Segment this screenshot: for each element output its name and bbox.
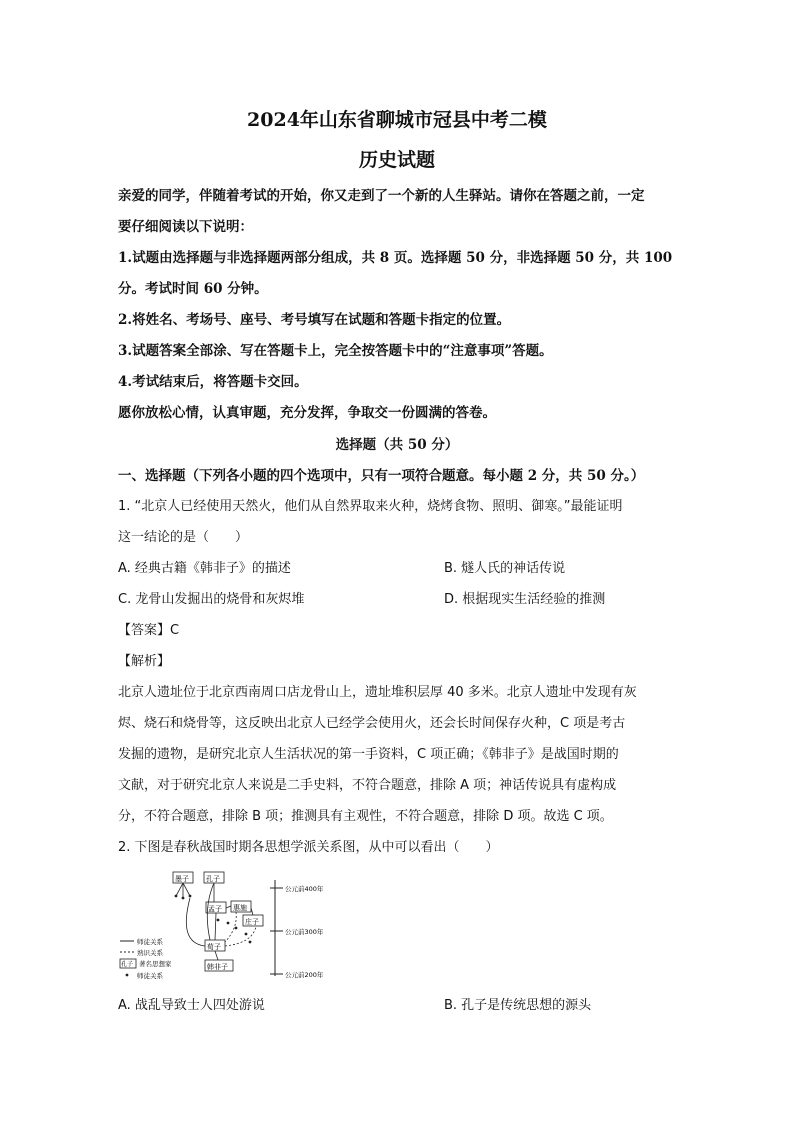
q1-analysis-1: 北京人遗址位于北京西南周口店龙骨山上，遗址堆积层厚 40 多米。北京人遗址中发现有灰 (118, 685, 637, 700)
q1-analysis-5: 分，不符合题意，排除 B 项；推测具有主观性，不符合题意，排除 D 项。故选 C 项。 (118, 809, 613, 824)
q1-analysis-label: 【解析】 (118, 654, 171, 669)
legend-thinker-sample: 孔子 (121, 961, 134, 968)
thinker-huishi: 惠施 (233, 904, 247, 912)
rule-1a: 1.试题由选择题与非选择题两部分组成，共 8 页。选择题 50 分，非选择题 50 分，共 100 (118, 250, 673, 266)
intro-line-1: 亲爱的同学，伴随着考试的开始，你又走到了一个新的人生驿站。请你在答题之前，一定 (118, 188, 645, 204)
thinker-mozi: 墨子 (175, 875, 189, 883)
q2-option-a: A. 战乱导致士人四处游说 (118, 998, 265, 1013)
timeline-label-300: 公元前300年 (285, 928, 324, 936)
q1-option-a: A. 经典古籍《韩非子》的描述 (118, 561, 291, 576)
thinker-xunzi: 荀子 (207, 943, 221, 951)
thinker-hanfeizi: 韩非子 (207, 963, 228, 971)
q2-stem: 2. 下图是春秋战国时期各思想学派关系图，从中可以看出（ ） (118, 840, 499, 855)
q1-option-c: C. 龙骨山发掘出的烧骨和灰烬堆 (118, 592, 305, 607)
closing-wish: 愿你放松心情，认真审题，充分发挥，争取交一份圆满的答卷。 (118, 405, 496, 421)
thinker-mengzi: 孟子 (208, 905, 222, 913)
timeline-label-400: 公元前400年 (285, 885, 324, 893)
section-heading: 选择题（共 50 分） (335, 437, 459, 453)
q2-option-b: B. 孔子是传统思想的源头 (444, 998, 592, 1013)
intro-line-2: 要仔细阅读以下说明： (118, 219, 253, 235)
q1-analysis-3: 发掘的遗物，是研究北京人生活状况的第一手资料，C 项正确；《韩非子》是战国时期的 (118, 747, 619, 762)
diagram-legend (120, 937, 172, 980)
q1-option-b: B. 燧人氏的神话传说 (444, 561, 566, 576)
thinker-zhuangzi: 庄子 (245, 918, 259, 926)
rule-4: 4.考试结束后，将答题卡交回。 (118, 374, 308, 390)
school-relationship-diagram (118, 868, 368, 986)
exam-title: 2024年山东省聊城市冠县中考二模 (247, 109, 547, 131)
rule-1b: 分。考试时间 60 分钟。 (118, 281, 268, 297)
legend-teacher-student: 师徒关系 (137, 938, 163, 946)
q1-analysis-2: 烬、烧石和烧骨等，这反映出北京人已经学会使用火，还会长时间保存火种，C 项是考古 (118, 716, 626, 731)
exam-subtitle: 历史试题 (358, 149, 435, 171)
legend-famous-thinker: 著名思想家 (139, 960, 172, 968)
q1-analysis-4: 文献，对于研究北京人来说是二手史料，不符合题意，排除 A 项；神话传说具有虚构成 (118, 778, 617, 793)
q1-stem-2: 这一结论的是（ ） (118, 530, 249, 545)
rule-3: 3.试题答案全部涂、写在答题卡上，完全按答题卡中的“注意事项”答题。 (118, 343, 553, 359)
q1-stem-1: 1. “北京人已经使用天然火，他们从自然界取来火种，烧烤食物、照明、御寒。”最能证明 (118, 499, 623, 514)
section-instruction: 一、选择题（下列各小题的四个选项中，只有一项符合题意。每小题 2 分，共 50 分。） (118, 468, 645, 484)
legend-teacher-student-2: 师徒关系 (137, 972, 163, 980)
rule-2: 2.将姓名、考场号、座号、考号填写在试题和答题卡指定的位置。 (118, 312, 511, 328)
timeline-label-200: 公元前200年 (285, 971, 324, 979)
thinker-kongzi: 孔子 (206, 875, 220, 883)
q1-option-d: D. 根据现实生活经验的推测 (444, 592, 606, 607)
legend-acquaintance: 熟识关系 (137, 949, 163, 957)
q1-answer: 【答案】C (118, 623, 180, 638)
